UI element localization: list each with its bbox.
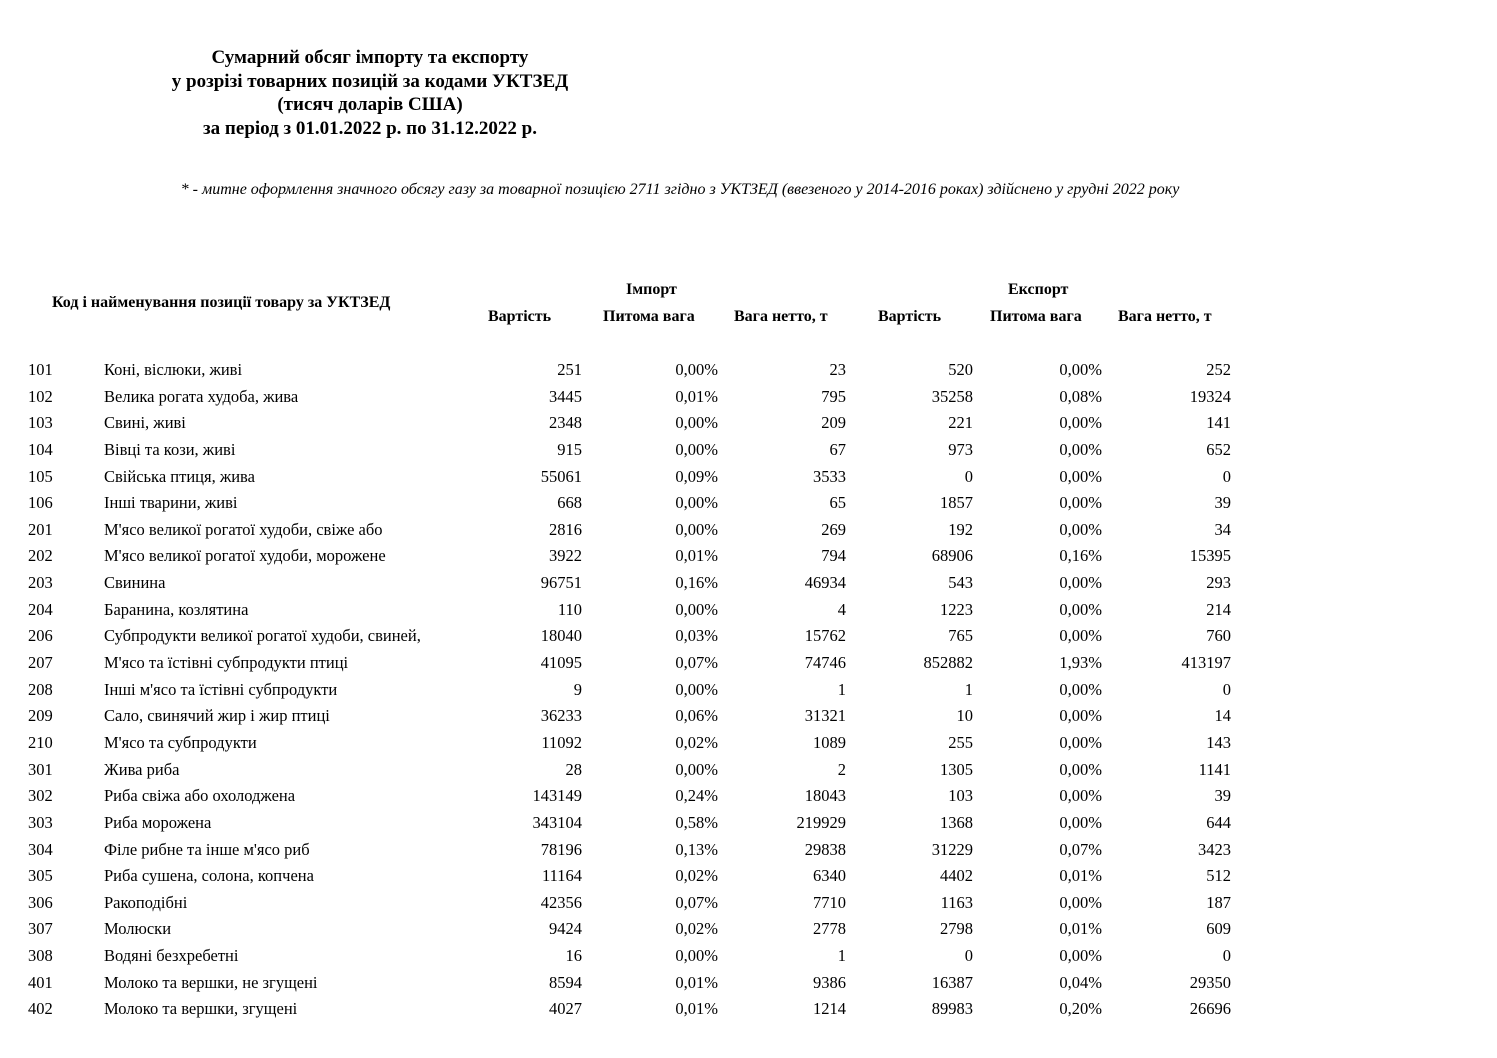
row-export-value: 973 — [948, 439, 973, 459]
row-import-weight: 15762 — [804, 626, 846, 646]
row-name: Молюски — [104, 919, 172, 939]
header-export-weight: Вага нетто, т — [1118, 308, 1212, 325]
row-code: 105 — [28, 466, 53, 486]
row-import-value: 55061 — [540, 466, 582, 486]
row-import-value: 9424 — [549, 919, 582, 939]
table-row — [0, 943, 1497, 970]
table-row — [0, 437, 1497, 464]
row-export-share: 0,20% — [1059, 999, 1102, 1019]
row-import-weight: 4 — [837, 599, 846, 619]
row-import-share: 0,09% — [675, 466, 718, 486]
table-row — [0, 730, 1497, 757]
row-export-value: 0 — [964, 466, 973, 486]
row-import-share: 0,00% — [675, 493, 718, 513]
row-code: 203 — [28, 573, 53, 593]
row-code: 209 — [28, 706, 53, 726]
row-export-value: 1 — [964, 679, 973, 699]
row-name: Сало, свинячий жир і жир птиці — [104, 706, 330, 726]
row-export-weight: 512 — [1206, 866, 1231, 886]
row-export-weight: 14 — [1214, 706, 1231, 726]
row-import-weight: 7710 — [813, 892, 846, 912]
table-row — [0, 570, 1497, 597]
row-import-weight: 2778 — [813, 919, 846, 939]
row-name: М'ясо та їстівні субпродукти птиці — [104, 653, 349, 673]
row-import-share: 0,01% — [675, 972, 718, 992]
table-row — [0, 863, 1497, 890]
row-code: 102 — [28, 386, 53, 406]
row-export-share: 0,00% — [1059, 519, 1102, 539]
row-code: 101 — [28, 360, 53, 379]
row-export-share: 0,00% — [1059, 573, 1102, 593]
row-code: 104 — [28, 439, 53, 459]
row-import-value: 41095 — [540, 653, 582, 673]
row-export-share: 0,16% — [1059, 546, 1102, 566]
table-row — [0, 810, 1497, 837]
title-line-1: Сумарний обсяг імпорту та експорту — [211, 47, 529, 68]
table-row — [0, 597, 1497, 624]
row-export-weight: 252 — [1206, 360, 1231, 379]
row-export-share: 0,00% — [1059, 360, 1102, 379]
row-name: Велика рогата худоба, жива — [104, 386, 299, 406]
row-export-share: 0,00% — [1059, 439, 1102, 459]
row-export-value: 103 — [948, 786, 973, 806]
table-row — [0, 677, 1497, 704]
row-import-weight: 1 — [837, 679, 846, 699]
row-export-value: 543 — [948, 573, 973, 593]
row-export-weight: 29350 — [1189, 972, 1231, 992]
row-export-share: 0,08% — [1059, 386, 1102, 406]
row-code: 305 — [28, 866, 53, 886]
row-export-share: 0,00% — [1059, 759, 1102, 779]
row-name: Молоко та вершки, не згущені — [104, 972, 318, 992]
row-import-share: 0,01% — [675, 386, 718, 406]
row-import-share: 0,16% — [675, 573, 718, 593]
row-import-share: 0,24% — [675, 786, 718, 806]
row-export-weight: 26696 — [1189, 999, 1231, 1019]
row-import-value: 36233 — [540, 706, 582, 726]
row-import-weight: 2 — [837, 759, 846, 779]
data-table — [0, 357, 1497, 1023]
row-export-share: 1,93% — [1059, 653, 1102, 673]
row-export-weight: 214 — [1206, 599, 1231, 619]
row-code: 401 — [28, 972, 53, 992]
row-code: 303 — [28, 812, 53, 832]
row-export-weight: 1141 — [1198, 759, 1231, 779]
table-row — [0, 464, 1497, 491]
row-export-share: 0,01% — [1059, 919, 1102, 939]
row-export-value: 1305 — [940, 759, 973, 779]
row-import-weight: 1089 — [813, 732, 846, 752]
table-row — [0, 783, 1497, 810]
row-import-share: 0,02% — [675, 866, 718, 886]
row-import-weight: 209 — [821, 413, 846, 433]
row-export-value: 68906 — [931, 546, 973, 566]
report-title — [120, 46, 620, 140]
row-import-share: 0,13% — [675, 839, 718, 859]
row-name: Інші тварини, живі — [104, 493, 238, 513]
row-import-share: 0,00% — [675, 759, 718, 779]
row-import-weight: 795 — [821, 386, 846, 406]
row-code: 208 — [28, 679, 53, 699]
row-export-weight: 0 — [1222, 466, 1231, 486]
row-export-value: 35258 — [931, 386, 973, 406]
header-export-value: Вартість — [878, 308, 942, 325]
row-export-weight: 39 — [1214, 493, 1231, 513]
row-export-weight: 760 — [1206, 626, 1231, 646]
row-import-weight: 269 — [821, 519, 846, 539]
row-export-share: 0,04% — [1059, 972, 1102, 992]
row-import-weight: 9386 — [813, 972, 846, 992]
row-import-value: 668 — [557, 493, 582, 513]
row-code: 204 — [28, 599, 53, 619]
row-import-weight: 6340 — [813, 866, 846, 886]
title-line-3: (тисяч доларів США) — [277, 94, 463, 115]
row-export-weight: 3423 — [1198, 839, 1231, 859]
row-export-weight: 293 — [1206, 573, 1231, 593]
title-line-4: за період з 01.01.2022 р. по 31.12.2022 р. — [203, 117, 537, 139]
row-export-share: 0,07% — [1059, 839, 1102, 859]
row-name: Вівці та кози, живі — [104, 439, 236, 459]
row-import-share: 0,00% — [675, 946, 718, 966]
row-export-weight: 19324 — [1189, 386, 1231, 406]
table-row — [0, 357, 1497, 384]
row-import-share: 0,00% — [675, 413, 718, 433]
row-import-weight: 1214 — [813, 999, 846, 1019]
row-name: Коні, віслюки, живі — [104, 360, 243, 379]
row-export-share: 0,01% — [1059, 866, 1102, 886]
row-export-share: 0,00% — [1059, 946, 1102, 966]
row-export-weight: 644 — [1206, 812, 1231, 832]
row-export-value: 1857 — [940, 493, 973, 513]
row-code: 402 — [28, 999, 53, 1019]
row-export-value: 31229 — [931, 839, 973, 859]
row-import-share: 0,00% — [675, 519, 718, 539]
row-name: Риба сушена, солона, копчена — [104, 866, 314, 886]
row-export-weight: 39 — [1214, 786, 1231, 806]
row-export-weight: 0 — [1222, 679, 1231, 699]
row-export-share: 0,00% — [1059, 413, 1102, 433]
footnote: * - митне оформлення значного обсягу газу за товарної позицією 2711 згідно з УКТЗЕД (ввезеного у 2014-2016 роках) здійснено у грудні 2022 року — [180, 181, 1180, 198]
row-import-weight: 31321 — [804, 706, 846, 726]
row-name: Риба морожена — [104, 812, 212, 832]
table-row — [0, 517, 1497, 544]
row-import-share: 0,58% — [675, 812, 718, 832]
header-import: Імпорт — [626, 281, 677, 298]
row-name: М'ясо великої рогатої худоби, морожене — [104, 546, 386, 566]
row-import-weight: 74746 — [804, 653, 846, 673]
row-import-value: 251 — [557, 360, 582, 379]
row-export-weight: 34 — [1214, 519, 1231, 539]
row-import-share: 0,06% — [675, 706, 718, 726]
row-import-value: 28 — [565, 759, 582, 779]
row-export-value: 0 — [964, 946, 973, 966]
row-export-share: 0,00% — [1059, 812, 1102, 832]
row-name: Філе рибне та інше м'ясо риб — [104, 839, 310, 859]
table-row — [0, 543, 1497, 570]
row-export-weight: 143 — [1206, 732, 1231, 752]
row-name: М'ясо та субпродукти — [104, 732, 257, 752]
row-code: 201 — [28, 519, 53, 539]
row-name: Молоко та вершки, згущені — [104, 999, 298, 1019]
row-code: 306 — [28, 892, 53, 912]
row-import-value: 343104 — [532, 812, 582, 832]
table-row — [0, 384, 1497, 411]
row-export-value: 10 — [956, 706, 973, 726]
table-row — [0, 703, 1497, 730]
header-import-value: Вартість — [488, 308, 552, 325]
table-row — [0, 623, 1497, 650]
row-code: 106 — [28, 493, 53, 513]
row-code: 210 — [28, 732, 53, 752]
row-import-value: 96751 — [540, 573, 582, 593]
row-import-weight: 3533 — [813, 466, 846, 486]
row-name: Риба свіжа або охолоджена — [104, 786, 296, 806]
table-row — [0, 410, 1497, 437]
row-import-value: 3922 — [549, 546, 582, 566]
row-export-share: 0,00% — [1059, 493, 1102, 513]
row-import-share: 0,02% — [675, 732, 718, 752]
row-import-weight: 23 — [829, 360, 846, 379]
row-import-weight: 29838 — [804, 839, 846, 859]
row-code: 103 — [28, 413, 53, 433]
row-import-share: 0,03% — [675, 626, 718, 646]
row-export-value: 1223 — [940, 599, 973, 619]
row-import-value: 8594 — [549, 972, 582, 992]
row-import-value: 2816 — [549, 519, 582, 539]
row-export-value: 4402 — [940, 866, 973, 886]
row-export-weight: 0 — [1222, 946, 1231, 966]
row-export-share: 0,00% — [1059, 706, 1102, 726]
row-import-value: 3445 — [549, 386, 582, 406]
row-export-value: 192 — [948, 519, 973, 539]
header-import-weight: Вага нетто, т — [734, 308, 828, 325]
row-code: 308 — [28, 946, 53, 966]
table-row — [0, 890, 1497, 917]
row-export-share: 0,00% — [1059, 599, 1102, 619]
row-import-value: 915 — [557, 439, 582, 459]
row-export-value: 221 — [948, 413, 973, 433]
row-code: 206 — [28, 626, 53, 646]
row-export-weight: 413197 — [1181, 653, 1231, 673]
row-export-share: 0,00% — [1059, 786, 1102, 806]
row-export-value: 255 — [948, 732, 973, 752]
row-code: 301 — [28, 759, 53, 779]
row-import-value: 42356 — [540, 892, 582, 912]
row-import-value: 2348 — [549, 413, 582, 433]
row-import-value: 143149 — [532, 786, 582, 806]
row-export-weight: 652 — [1206, 439, 1231, 459]
row-export-share: 0,00% — [1059, 626, 1102, 646]
row-export-value: 1163 — [940, 892, 973, 912]
row-export-value: 1368 — [940, 812, 973, 832]
row-import-weight: 65 — [829, 493, 846, 513]
row-import-share: 0,01% — [675, 546, 718, 566]
row-import-share: 0,00% — [675, 360, 718, 379]
row-export-value: 765 — [948, 626, 973, 646]
table-row — [0, 970, 1497, 997]
row-import-share: 0,02% — [675, 919, 718, 939]
header-export: Експорт — [1008, 281, 1069, 298]
row-code: 302 — [28, 786, 53, 806]
header-export-share: Питома вага — [990, 308, 1082, 325]
row-export-weight: 187 — [1206, 892, 1231, 912]
row-import-value: 16 — [565, 946, 582, 966]
row-code: 307 — [28, 919, 53, 939]
header-code-name: Код і найменування позиції товару за УКТЗЕД — [52, 294, 391, 311]
row-export-weight: 141 — [1206, 413, 1231, 433]
row-export-share: 0,00% — [1059, 892, 1102, 912]
row-import-share: 0,00% — [675, 439, 718, 459]
row-name: Жива риба — [104, 759, 180, 779]
header-import-share: Питома вага — [603, 308, 695, 325]
row-import-share: 0,07% — [675, 653, 718, 673]
row-code: 207 — [28, 653, 53, 673]
row-import-share: 0,00% — [675, 599, 718, 619]
row-import-share: 0,07% — [675, 892, 718, 912]
row-import-share: 0,00% — [675, 679, 718, 699]
row-import-share: 0,01% — [675, 999, 718, 1019]
row-name: Свині, живі — [104, 413, 186, 433]
row-name: Водяні безхребетні — [104, 946, 239, 966]
row-export-share: 0,00% — [1059, 466, 1102, 486]
table-row — [0, 996, 1497, 1023]
row-export-weight: 15395 — [1189, 546, 1231, 566]
row-code: 202 — [28, 546, 53, 566]
row-name: Інші м'ясо та їстівні субпродукти — [104, 679, 338, 699]
table-row — [0, 650, 1497, 677]
table-row — [0, 757, 1497, 784]
row-name: М'ясо великої рогатої худоби, свіже або — [104, 519, 383, 539]
row-import-weight: 1 — [837, 946, 846, 966]
table-row — [0, 837, 1497, 864]
row-export-value: 2798 — [940, 919, 973, 939]
row-import-weight: 794 — [821, 546, 846, 566]
row-import-value: 11164 — [541, 866, 582, 886]
row-export-share: 0,00% — [1059, 732, 1102, 752]
row-export-value: 16387 — [931, 972, 973, 992]
row-import-value: 9 — [573, 679, 582, 699]
row-import-value: 11092 — [541, 732, 582, 752]
row-import-weight: 18043 — [804, 786, 846, 806]
row-export-value: 520 — [948, 360, 973, 379]
row-name: Баранина, козлятина — [104, 599, 249, 619]
table-row — [0, 916, 1497, 943]
row-import-value: 110 — [557, 599, 582, 619]
row-import-value: 78196 — [540, 839, 582, 859]
row-import-weight: 46934 — [804, 573, 846, 593]
row-export-value: 852882 — [923, 653, 973, 673]
row-import-weight: 67 — [829, 439, 846, 459]
row-name: Свинина — [104, 573, 166, 593]
table-row — [0, 490, 1497, 517]
row-import-weight: 219929 — [796, 812, 846, 832]
row-name: Свійська птиця, жива — [104, 466, 255, 486]
row-export-weight: 609 — [1206, 919, 1231, 939]
row-code: 304 — [28, 839, 53, 859]
row-import-value: 4027 — [549, 999, 582, 1019]
row-import-value: 18040 — [540, 626, 582, 646]
row-name: Субпродукти великої рогатої худоби, свиней, — [104, 626, 421, 646]
row-export-value: 89983 — [931, 999, 973, 1019]
title-line-2: у розрізі товарних позицій за кодами УКТЗЕД — [171, 70, 569, 92]
row-name: Ракоподібні — [104, 892, 188, 912]
row-export-share: 0,00% — [1059, 679, 1102, 699]
